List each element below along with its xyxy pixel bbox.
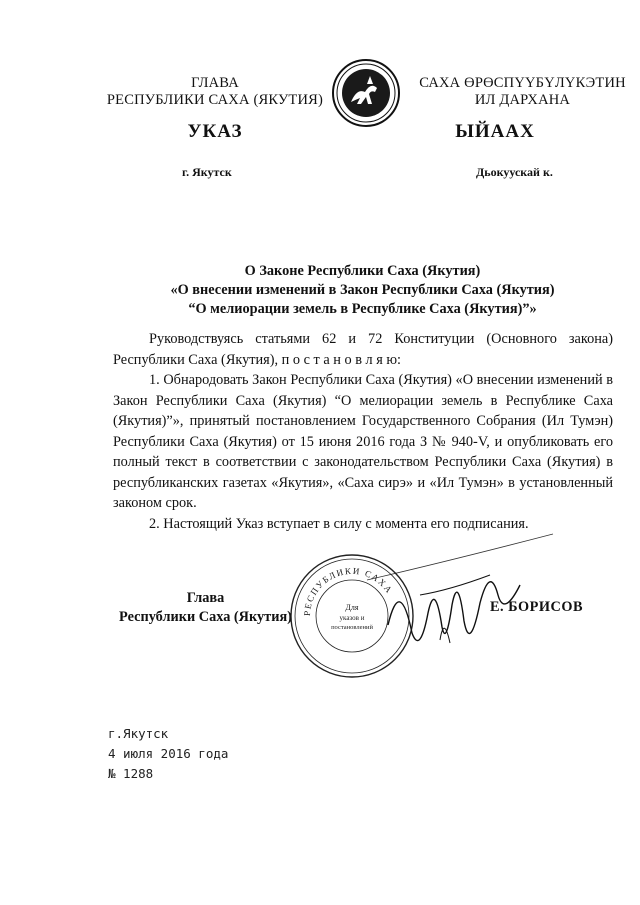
body-paragraph-2: 1. Обнародовать Закон Республики Саха (Якутия) «О внесении изменений в Закон Республики Саха (Якутия) “О мелиорации земель в Республике Саха (Якутия)”», принятый постановлением Государственного Собрания (Ил Тумэн) Республики Саха (Якутия) от 15 июня 2016 года З № 940-V, и опубликовать его полный текст в соответствии с законодательством Республики Саха (Якутия) в республиканских газетах «Якутия», «Саха сирэ» и «Ил Тумэн» в установленный законом срок. [113, 372, 613, 511]
footer-number: № 1288 [108, 766, 154, 781]
title-line2: «О внесении изменений в Закон Республики Саха (Якутия) [170, 282, 555, 298]
signatory-title-line2: Республики Саха (Якутия) [119, 609, 292, 625]
city-ru: г. Якутск [182, 165, 232, 179]
body-paragraph-3: 2. Настоящий Указ вступает в силу с момента его подписания. [149, 515, 529, 532]
emblem-icon [331, 58, 401, 128]
city-sah: Дьокуускай к. [476, 165, 553, 179]
signatory-title [113, 589, 298, 627]
title-line1: О Законе Республики Саха (Якутия) [244, 263, 481, 279]
seal-ring-text: РЕСПУБЛИКИ САХА [301, 565, 395, 617]
signatory-name: Е. БОРИСОВ [490, 599, 583, 615]
header-right-line2: ИЛ ДАРХАНА [474, 92, 571, 108]
title-line3: “О мелиорации земель в Республике Саха (Якутия)”» [188, 301, 537, 317]
header-right [395, 75, 640, 109]
header-left-line1: ГЛАВА [191, 75, 239, 91]
document-footer [108, 724, 228, 784]
seal-center-line2: указов и [339, 614, 365, 622]
document-title [90, 262, 635, 319]
seal-center-line3: постановлений [331, 624, 373, 631]
seal-center-line1: Для [345, 603, 359, 612]
body-paragraph-1: Руководствуясь статьями 62 и 72 Конституции (Основного закона) Республики Саха (Якутия), п о с т а н о в л я ю: [113, 331, 613, 368]
document-body [113, 329, 613, 534]
signatory-title-line1: Глава [186, 590, 225, 606]
header-left-line2: РЕСПУБЛИКИ САХА (ЯКУТИЯ) [106, 92, 324, 108]
header-left [70, 75, 360, 109]
footer-date: 4 июля 2016 года [108, 746, 229, 761]
header-right-line1: САХА ӨРӨСПҮҮБҮЛҮКЭТИН [419, 75, 626, 91]
doc-type-sah: ЫЙААХ [455, 121, 535, 142]
footer-city: г.Якутск [108, 726, 169, 741]
doc-type-ru: УКАЗ [187, 121, 243, 142]
